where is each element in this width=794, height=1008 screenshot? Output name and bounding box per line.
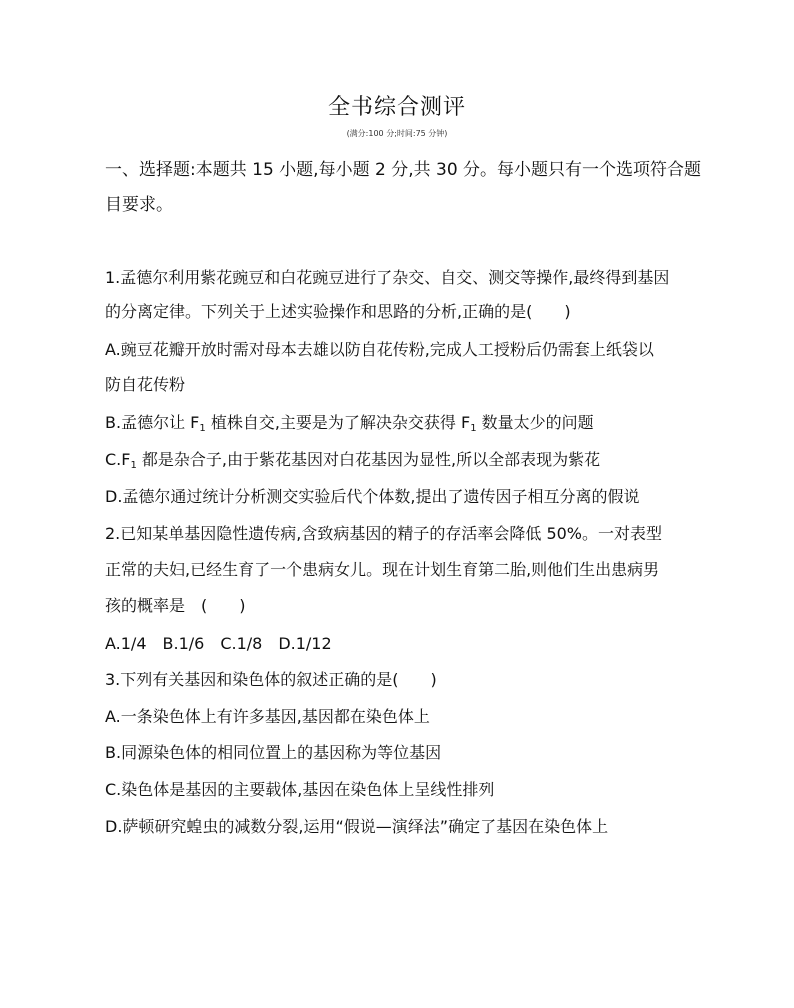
q2-stem-line3: 孩的概率是 ( ) <box>105 596 246 615</box>
subscript-1: 1 <box>199 423 206 434</box>
q2-stem-line2: 正常的夫妇,已经生育了一个患病女儿。现在计划生育第二胎,则他们生出患病男 <box>105 560 660 579</box>
q3-option-d: D.萨顿研究蝗虫的减数分裂,运用“假说—演绎法”确定了基因在染色体上 <box>105 817 609 836</box>
page-subtitle: (满分:100 分;时间:75 分钟) <box>346 129 448 138</box>
q1-option-c-text-2: 都是杂合子,由于紫花基因对白花基因为显性,所以全部表现为紫花 <box>136 450 601 469</box>
q1-option-b <box>105 413 705 433</box>
q2-options: A.1/4 B.1/6 C.1/8 D.1/12 <box>105 634 332 653</box>
q1-stem-line2: 的分离定律。下列关于上述实验操作和思路的分析,正确的是( ) <box>105 302 571 321</box>
q1-option-d: D.孟德尔通过统计分析测交实验后代个体数,提出了遗传因子相互分离的假说 <box>105 487 640 506</box>
section-heading-line2: 目要求。 <box>105 195 173 215</box>
q3-option-a: A.一条染色体上有许多基因,基因都在染色体上 <box>105 707 430 726</box>
q3-option-c: C.染色体是基因的主要载体,基因在染色体上呈线性排列 <box>105 780 495 799</box>
q2-stem-line1: 2.已知某单基因隐性遗传病,含致病基因的精子的存活率会降低 50%。一对表型 <box>105 524 663 543</box>
q1-option-c <box>105 450 705 470</box>
q1-option-b-text-2: 植株自交,主要是为了解决杂交获得 F <box>205 413 471 432</box>
q1-option-b-text-3: 数量太少的问题 <box>476 413 594 432</box>
q1-option-c-text-1: C.F <box>105 450 131 469</box>
page-title: 全书综合测评 <box>327 95 466 120</box>
q1-option-b-text-1: B.孟德尔让 F <box>105 413 200 432</box>
q3-stem: 3.下列有关基因和染色体的叙述正确的是( ) <box>105 670 437 689</box>
q3-option-b: B.同源染色体的相同位置上的基因称为等位基因 <box>105 743 442 762</box>
q1-option-a-line2: 防自花传粉 <box>105 375 186 394</box>
q1-stem-line1: 1.孟德尔利用紫花豌豆和白花豌豆进行了杂交、自交、测交等操作,最终得到基因 <box>105 268 670 287</box>
section-heading-line1: 一、选择题:本题共 15 小题,每小题 2 分,共 30 分。每小题只有一个选项符合题 <box>105 160 702 180</box>
q1-option-a-line1: A.豌豆花瓣开放时需对母本去雄以防自花传粉,完成人工授粉后仍需套上纸袋以 <box>105 340 654 359</box>
subscript-1: 1 <box>470 423 477 434</box>
subscript-1: 1 <box>130 460 137 471</box>
